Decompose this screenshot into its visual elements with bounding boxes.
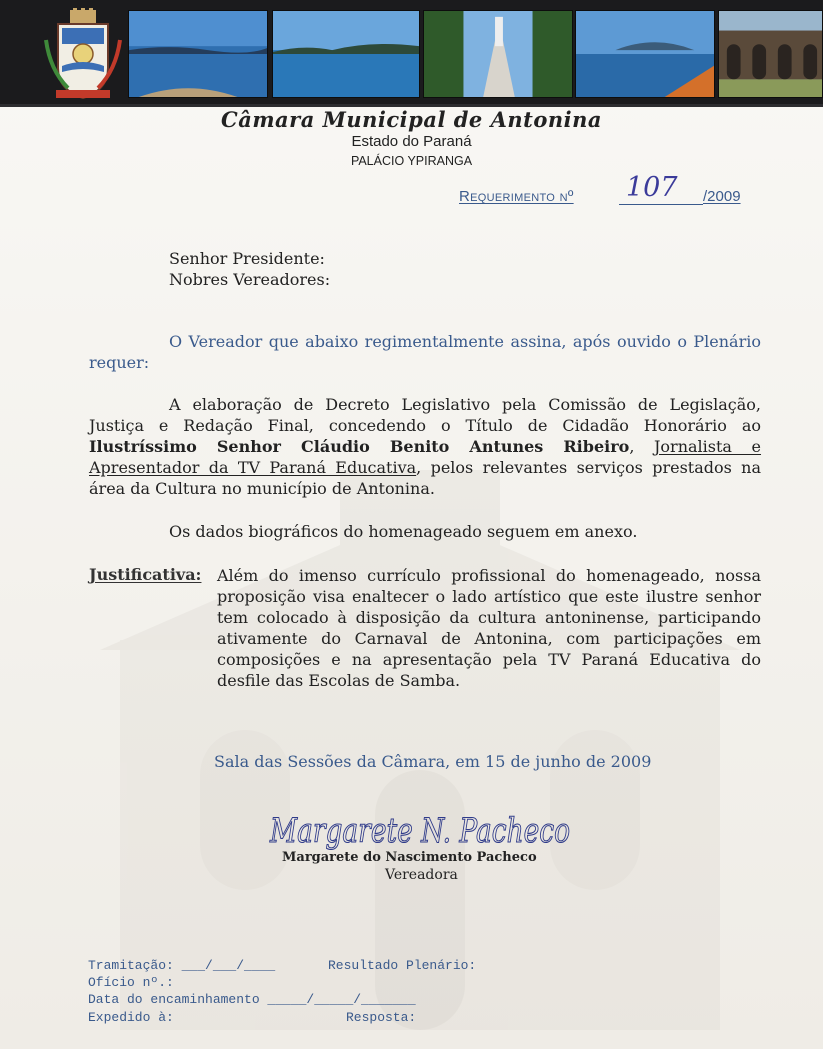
- palace-name: PALÁCIO YPIRANGA: [350, 154, 473, 168]
- salutation-councilors: Nobres Vereadores:: [169, 270, 331, 289]
- request-number-line: [459, 172, 763, 208]
- encaminhamento-field: Data do encaminhamento _____/_____/_______: [88, 992, 416, 1007]
- landscape-photo-icon: [719, 11, 822, 97]
- request-year: /2009: [703, 188, 741, 205]
- landscape-photo-icon: [129, 11, 267, 97]
- justification-label: Justificativa:: [89, 565, 202, 584]
- signature-text: Margarete N. Pacheco: [269, 811, 570, 851]
- landscape-photo-4: [575, 10, 715, 98]
- landscape-photo-icon: [273, 11, 419, 97]
- landscape-photo-3: [423, 10, 573, 98]
- landscape-photo-5: [718, 10, 823, 98]
- municipal-crest-icon: [44, 10, 122, 102]
- signer-title: Vereadora: [385, 867, 458, 883]
- session-date: Sala das Sessões da Câmara, em 15 de junho de 2009: [214, 752, 652, 771]
- intro-paragraph: O Vereador que abaixo regimentalmente assina, após ouvido o Plenário requer:: [89, 332, 761, 372]
- landscape-photo-icon: [424, 11, 572, 97]
- tramitacao-field: Tramitação: ___/___/____: [88, 958, 276, 973]
- honoree-role: Jornalista e Apresentador da TV Paraná Educativa: [89, 437, 762, 477]
- landscape-photo-icon: [576, 11, 714, 97]
- landscape-photo-1: [128, 10, 268, 98]
- request-text-end: , pelos relevantes serviços prestados na área da Cultura no município de Antonina.: [89, 458, 762, 498]
- justification-text: Além do imenso currículo profissional do homenageado, nossa proposição visa enaltecer o lado artístico que este ilustre senhor tem colocado à disposição da cultura antoninense, participando ativamente do Carnaval de Antonina, com participações em composições e na apresentação pela TV Paraná Educativa do desfile das Escolas de Samba.: [217, 566, 761, 690]
- church-watermark-icon: [40, 470, 800, 1030]
- resposta-field: Resposta:: [346, 1010, 417, 1025]
- expedido-field: Expedido à:: [88, 1010, 174, 1025]
- salutation: [169, 248, 330, 290]
- landscape-photo-2: [272, 10, 420, 98]
- state-name: Estado do Paraná: [351, 133, 472, 150]
- oficio-field: Ofício nº.:: [88, 975, 174, 990]
- request-label: Requerimento nº: [459, 188, 574, 205]
- resultado-field: Resultado Plenário:: [328, 958, 477, 973]
- request-number-underline: [619, 204, 703, 205]
- annex-note: Os dados biográficos do homenageado seguem em anexo.: [169, 522, 638, 541]
- honoree-name: Ilustríssimo Senhor Cláudio Benito Antunes Ribeiro: [89, 437, 630, 456]
- salutation-president: Senhor Presidente:: [169, 249, 325, 268]
- request-comma: ,: [629, 437, 654, 456]
- request-text-start: A elaboração de Decreto Legislativo pela Comissão de Legislação, Justiça e Redação Final, concedendo o Título de Cidadão Honorário ao: [89, 395, 761, 435]
- chamber-name: Câmara Municipal de Antonina: [221, 107, 602, 132]
- signer-name: Margarete do Nascimento Pacheco: [282, 850, 537, 865]
- request-paragraph: [89, 394, 761, 499]
- request-number: 107: [626, 172, 678, 203]
